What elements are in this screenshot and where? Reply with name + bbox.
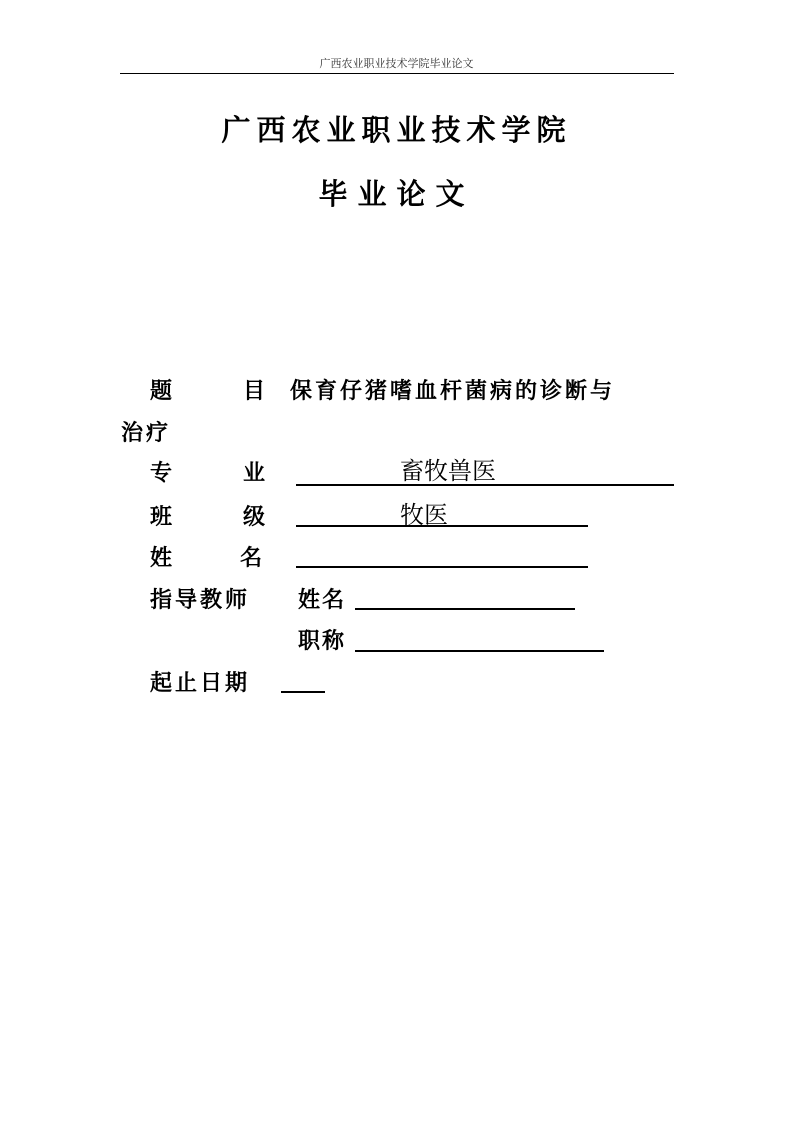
class-value: 牧医: [400, 501, 448, 529]
name-underline: [296, 566, 588, 568]
name-label-2: 名: [240, 545, 263, 571]
advisor-title-underline: [355, 650, 604, 652]
major-value: 畜牧兽医: [400, 457, 496, 485]
advisor-name-underline: [355, 608, 575, 610]
class-label-2: 级: [243, 504, 266, 530]
school-title: 广西农业职业技术学院: [221, 113, 572, 147]
running-header: 广西农业职业技术学院毕业论文: [319, 57, 474, 70]
name-label-1: 姓: [150, 545, 173, 571]
topic-label-1: 题: [150, 378, 173, 404]
dates-label: 起止日期: [150, 670, 251, 696]
advisor-label: 指导教师: [150, 587, 251, 613]
advisor-name-label: 姓名: [298, 587, 347, 613]
major-underline: [296, 484, 674, 486]
topic-value-line1: 保育仔猪嗜血杆菌病的诊断与: [290, 378, 616, 404]
major-label-1: 专: [150, 460, 173, 486]
class-label-1: 班: [150, 504, 173, 530]
dates-underline: [281, 691, 325, 693]
document-type-title: 毕业论文: [318, 177, 475, 211]
topic-value-line2: 治疗: [121, 420, 172, 446]
header-divider: [120, 73, 674, 74]
major-label-2: 业: [243, 460, 266, 486]
class-underline: [296, 525, 588, 527]
topic-label-2: 目: [243, 378, 266, 404]
advisor-title-label: 职称: [298, 628, 347, 654]
